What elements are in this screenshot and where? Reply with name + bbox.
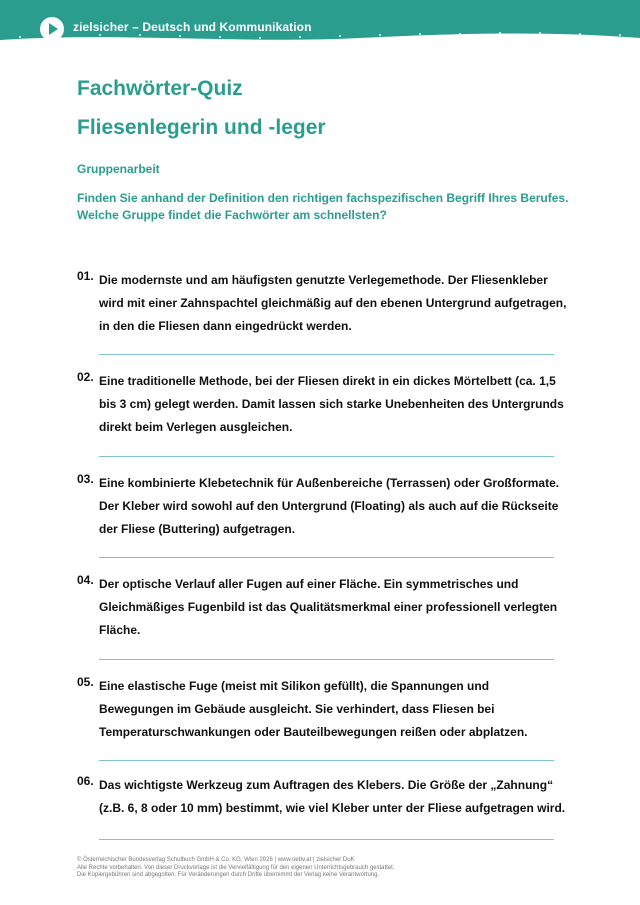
question-04 [77, 573, 567, 642]
answer-line-02[interactable] [99, 456, 554, 457]
question-number: 06. [77, 774, 94, 788]
question-number: 02. [77, 370, 94, 384]
answer-line-06[interactable] [99, 839, 554, 840]
play-icon [40, 17, 64, 41]
question-02 [77, 370, 567, 439]
brand-title: zielsicher – Deutsch und Kommunikation [73, 20, 312, 34]
answer-line-04[interactable] [99, 659, 554, 660]
question-number: 03. [77, 472, 94, 486]
answer-line-05[interactable] [99, 760, 554, 761]
footer-copyright [77, 857, 577, 880]
instructions: Finden Sie anhand der Definition den richtigen fachspezifischen Begriff Ihres Berufes. Welche Gruppe findet die Fachwörter am schnellsten? [77, 191, 569, 222]
question-05 [77, 675, 567, 744]
question-text: Eine elastische Fuge (meist mit Silikon gefüllt), die Spannungen und Bewegungen im Gebäude ausgleicht. Sie verhindert, dass Fliesen bei Temperaturschwankungen oder Bauteilbewegungen reißen oder abplatzen. [99, 679, 528, 739]
question-text: Das wichtigste Werkzeug zum Auftragen des Klebers. Die Größe der „Zahnung“ (z.B. 6, 8 oder 10 mm) bestimmt, wie viel Kleber unter der Fliese aufgetragen wird. [99, 778, 566, 815]
question-text: Eine traditionelle Methode, bei der Fliesen direkt in ein dickes Mörtelbett (ca. 1,5 bis 3 cm) gelegt werden. Damit lassen sich starke Unebenheiten des Untergrunds direkt beim Verlegen ausgleichen. [99, 374, 564, 434]
answer-line-01[interactable] [99, 354, 554, 355]
footer-line: Alle Rechte vorbehalten. Von dieser Druckvorlage ist die Vervielfältigung für den eigenen Unterrichtsgebrauch gestattet. [77, 864, 395, 871]
question-number: 05. [77, 675, 94, 689]
question-06 [77, 774, 567, 820]
answer-line-03[interactable] [99, 557, 554, 558]
question-text: Der optische Verlauf aller Fugen auf einer Fläche. Ein symmetrisches und Gleichmäßiges Fugenbild ist das Qualitätsmerkmal einer professionell verlegten Fläche. [99, 577, 558, 637]
page-title: Fachwörter-Quiz [77, 77, 243, 100]
question-text: Eine kombinierte Klebetechnik für Außenbereiche (Terrassen) oder Großformate. Der Kleber wird sowohl auf den Untergrund (Floating) als auch auf die Rückseite der Fliese (Buttering) aufgetragen. [99, 476, 560, 536]
footer-line: Die Kopiergebühren sind abgegolten. Für Veränderungen durch Dritte übernimmt der Verlag keine Verantwortung. [77, 872, 380, 878]
footer-line: © Österreichischer Bundesverlag Schulbuch GmbH & Co. KG, Wien 2026 | www.oebv.at | zielsicher DuK [77, 857, 355, 863]
question-03 [77, 472, 567, 541]
question-number: 01. [77, 269, 94, 283]
section-label: Gruppenarbeit [77, 162, 160, 176]
page-subtitle: Fliesenlegerin und -leger [77, 116, 326, 139]
header-banner [0, 0, 640, 44]
question-01 [77, 269, 567, 338]
question-text: Die modernste und am häufigsten genutzte Verlegemethode. Der Fliesenkleber wird mit einer Zahnspachtel gleichmäßig auf den ebenen Untergrund aufgetragen, in den die Fliesen dann eingedrückt werden. [99, 273, 567, 333]
question-number: 04. [77, 573, 94, 587]
